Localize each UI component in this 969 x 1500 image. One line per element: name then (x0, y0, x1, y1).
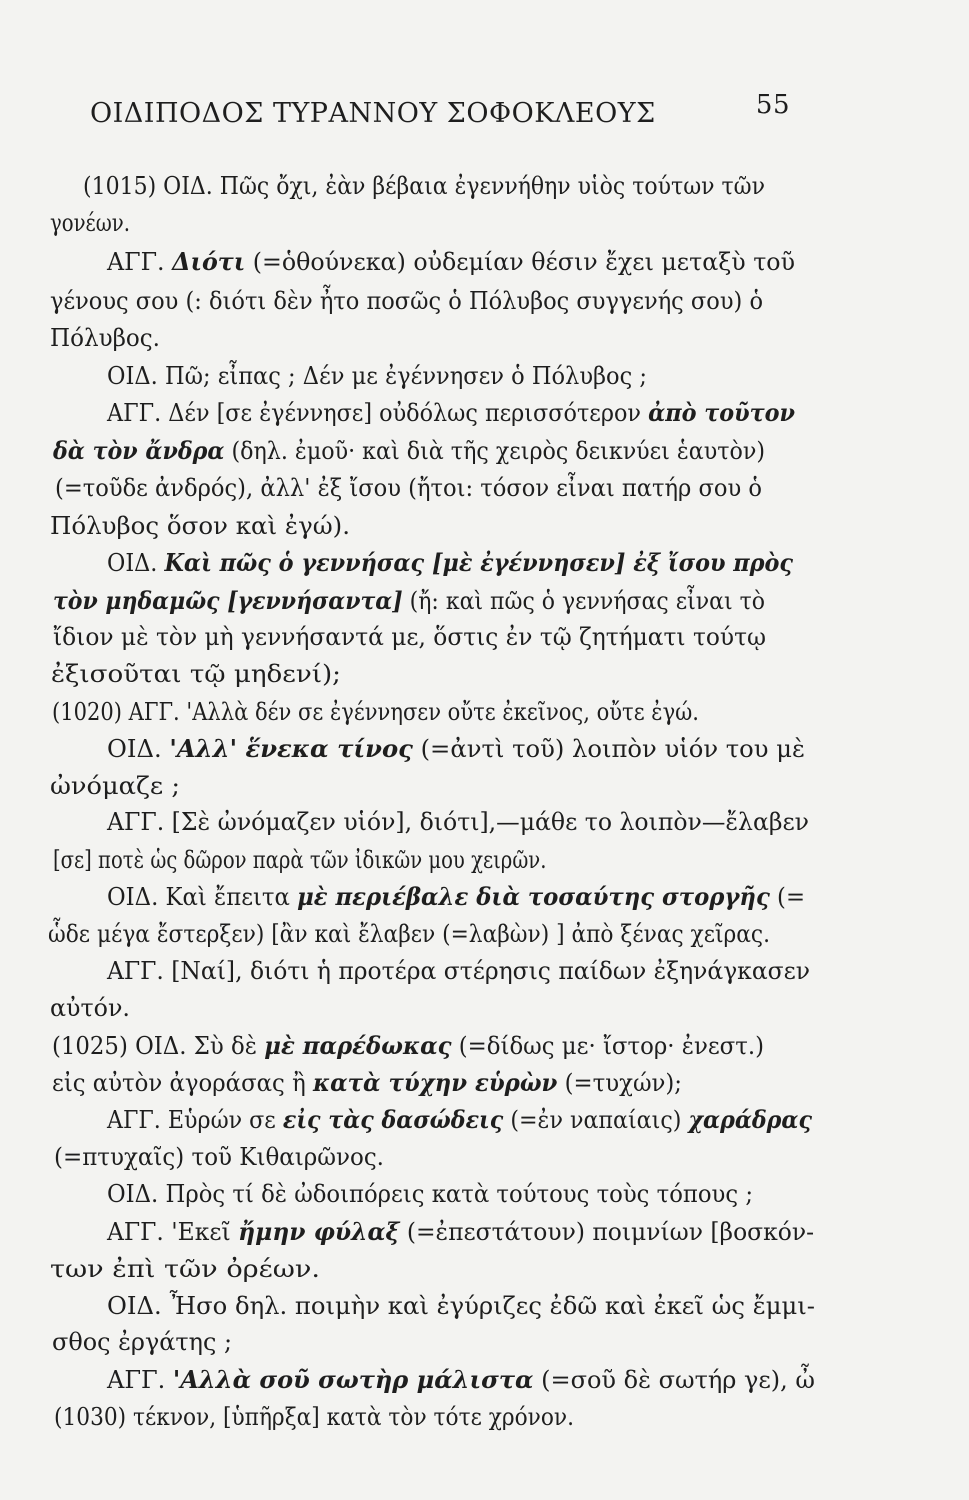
text-line (55, 473, 762, 502)
line-text: ὠνόμαζε ; (50, 771, 180, 800)
line-text: (=τοῦδε ἀνδρός), ἀλλ' ἐξ ἴσου (ἤτοι: τόσον εἶναι πατήρ σου ὁ (55, 473, 762, 502)
line-text: ΟΙΔ. Πῶ; εἶπας ; Δέν με ἐγέννησεν ὁ Πόλυβος ; (107, 361, 647, 390)
text-line (107, 956, 810, 985)
emphasized-phrase: τὸν μηδαμῶς [γεννήσαντα] (53, 586, 403, 615)
line-text: ΑΓΓ. Δέν [σε ἐγέννησε] οὐδόλως περισσότερον (107, 398, 649, 427)
line-text: ΟΙΔ. (107, 548, 165, 577)
text-line (53, 586, 765, 615)
page-number: 55 (755, 90, 790, 120)
line-text: (=ἀντὶ τοῦ) λοιπὸν υἱόν του μὲ (412, 734, 805, 763)
line-text: ΑΓΓ. Εὑρών σε (107, 1105, 283, 1134)
line-text: (=δίδως με· ἴστορ· ἐνεστ.) (451, 1031, 764, 1060)
line-text: (δηλ. ἐμοῦ· καὶ διὰ τῆς χειρὸς δεικνύει ἑαυτὸν) (224, 436, 765, 465)
line-text: (=τυχών); (557, 1068, 682, 1097)
text-line (52, 1031, 764, 1060)
running-title: ΟΙΔΙΠΟΔΟΣ ΤΥΡΑΝΝΟΥ ΣΟΦΟΚΛΕΟΥΣ (90, 98, 656, 129)
line-text: ΟΙΔ. Ἦσο δηλ. ποιμὴν καὶ ἐγύριζες ἐδῶ καὶ ἐκεῖ ὡς ἔμμι- (107, 1291, 815, 1320)
text-line (54, 1402, 574, 1431)
line-text: αὐτόν. (50, 993, 130, 1022)
text-line (107, 1179, 753, 1208)
text-line (107, 247, 796, 276)
text-line (52, 1068, 682, 1097)
text-line (50, 286, 763, 315)
line-text: Πόλυβος. (50, 323, 160, 352)
emphasized-phrase: 'Αλλ' ἕνεκα τίνος (169, 734, 413, 763)
line-text: ὧδε μέγα ἔστερξεν) [ἂν καὶ ἔλαβεν (=λαβὼν) ] ἀπὸ ξένας χεῖρας. (48, 919, 770, 948)
line-text: ΟΙΔ. Καὶ ἔπειτα (107, 882, 298, 911)
line-text: γένους σου (: διότι δὲν ἦτο ποσῶς ὁ Πόλυβος συγγενής σου) ὁ (50, 286, 763, 315)
line-text: (=ἐν ναπαίαις) (503, 1105, 689, 1134)
emphasized-phrase: ἀπὸ τοῦτον (648, 398, 795, 427)
line-text: Πόλυβος ὅσον καὶ ἐγώ). (50, 511, 350, 540)
text-line (50, 323, 160, 352)
line-text: σθος ἐργάτης ; (52, 1327, 232, 1356)
text-line (53, 622, 766, 651)
text-line (54, 1142, 384, 1171)
line-text: ἐξισοῦται τῷ μηδενί); (51, 659, 341, 688)
line-text: (ἤ: καὶ πῶς ὁ γεννήσας εἶναι τὸ (402, 586, 765, 615)
line-text: (=ὁθούνεκα) οὐδεμίαν θέσιν ἔχει μεταξὺ τοῦ (245, 247, 796, 276)
line-text: (1030) τέκνον, [ὑπῆρξα] κατὰ τὸν τότε χρόνον. (54, 1402, 574, 1431)
emphasized-phrase: ἤμην φύλαξ (238, 1217, 400, 1246)
text-line (107, 1105, 812, 1134)
text-line (48, 919, 770, 948)
text-line (107, 1217, 814, 1246)
line-text: εἰς αὐτὸν ἀγοράσας ἢ (52, 1068, 313, 1097)
emphasized-phrase: κατὰ τύχην εὑρὼν (312, 1068, 558, 1097)
emphasized-phrase: χαράδρας (688, 1105, 812, 1134)
line-text: (=πτυχαῖς) τοῦ Κιθαιρῶνος. (54, 1142, 384, 1171)
emphasized-phrase: μὲ παρέδωκας (264, 1031, 452, 1060)
text-line (107, 1365, 815, 1394)
line-text: ΑΓΓ. (107, 1365, 173, 1394)
text-line (53, 845, 547, 874)
text-line (107, 1291, 815, 1320)
text-line (52, 697, 699, 726)
line-text: (1025) ΟΙΔ. Σὺ δὲ (52, 1031, 265, 1060)
line-text: των ἐπὶ τῶν ὀρέων. (50, 1254, 320, 1283)
line-text: (=ἐπεστάτουν) ποιμνίων [βοσκόν- (399, 1217, 814, 1246)
line-text: ΟΙΔ. (107, 734, 170, 763)
text-line (50, 771, 180, 800)
emphasized-phrase: εἰς τὰς δασώδεις (282, 1105, 504, 1134)
line-text: (1015) ΟΙΔ. Πῶς ὄχι, ἐὰν βέβαια ἐγεννήθην υἱὸς τούτων τῶν (83, 171, 765, 200)
line-text: γονέων. (50, 208, 130, 237)
line-text: ΑΓΓ. 'Εκεῖ (107, 1217, 239, 1246)
line-text: ΑΓΓ. [Σὲ ὠνόμαζεν υἱόν], διότι],—μάθε το λοιπὸν—ἔλαβεν (107, 807, 809, 836)
text-line (50, 993, 130, 1022)
emphasized-phrase: 'Αλλὰ σοῦ σωτὴρ μάλιστα (172, 1365, 534, 1394)
text-line (107, 882, 805, 911)
line-text: ἴδιον μὲ τὸν μὴ γεννήσαντά με, ὅστις ἐν τῷ ζητήματι τούτῳ (53, 622, 766, 651)
emphasized-phrase: Καὶ πῶς ὁ γεννήσας [μὲ ἐγέννησεν] ἐξ ἴσου πρὸς (164, 548, 793, 577)
line-text: ΑΓΓ. (107, 247, 173, 276)
text-line (107, 734, 805, 763)
text-line (50, 208, 130, 237)
line-text: [σε] ποτὲ ὡς δῶρον παρὰ τῶν ἰδικῶν μου χειρῶν. (53, 845, 547, 874)
line-text: (= (769, 882, 805, 911)
text-line (83, 171, 765, 200)
text-line (107, 398, 795, 427)
line-text: (=σοῦ δὲ σωτήρ γε), ὦ (533, 1365, 815, 1394)
line-text: (1020) ΑΓΓ. 'Αλλὰ δέν σε ἐγέννησεν οὔτε ἐκεῖνος, οὔτε ἐγώ. (52, 697, 699, 726)
text-line (53, 436, 765, 465)
text-line (50, 1254, 320, 1283)
text-line (50, 511, 350, 540)
text-line (107, 548, 793, 577)
text-line (51, 659, 341, 688)
emphasized-phrase: μὲ περιέβαλε διὰ τοσαύτης στοργῆς (297, 882, 770, 911)
text-line (107, 807, 809, 836)
emphasized-phrase: Διότι (172, 247, 246, 276)
emphasized-phrase: δὰ τὸν ἄνδρα (53, 436, 225, 465)
text-line (52, 1327, 232, 1356)
line-text: ΑΓΓ. [Ναί], διότι ἡ προτέρα στέρησις παίδων ἐξηνάγκασεν (107, 956, 810, 985)
line-text: ΟΙΔ. Πρὸς τί δὲ ὠδοιπόρεις κατὰ τούτους τοὺς τόπους ; (107, 1179, 753, 1208)
running-header (90, 90, 790, 138)
text-line (107, 361, 647, 390)
